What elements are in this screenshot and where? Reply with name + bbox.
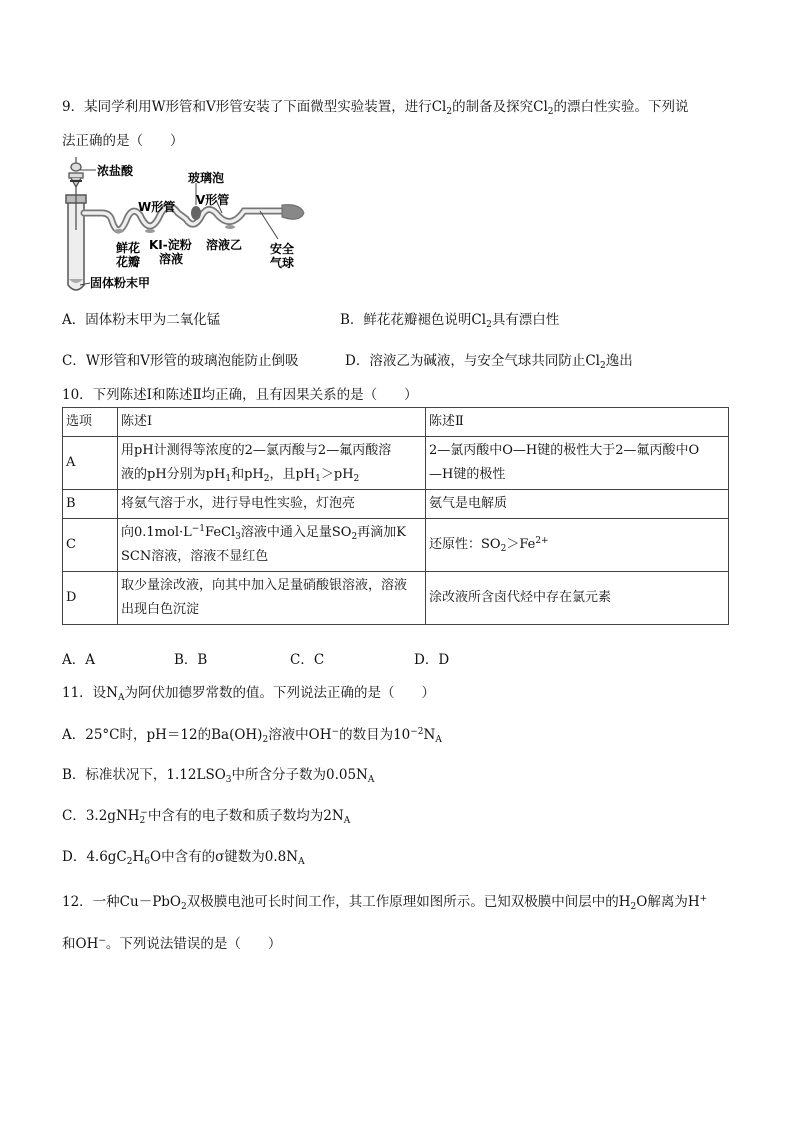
q10-option-d: D．D xyxy=(414,652,450,668)
label-acid: 浓盐酸 xyxy=(97,164,134,178)
q10-option-a: A．A xyxy=(62,652,95,668)
row-c-statement-1: 向$0.1mol\cdot L^{-1}FeCl_3$溶液中通入足量$SO_2$再滴加K SCN溶液，溶液不显红色 xyxy=(118,519,426,572)
q10-stem: 10．下列陈述Ⅰ和陈述Ⅱ均正确，且有因果关系的是（ ） xyxy=(62,387,418,403)
table-header-row xyxy=(63,408,729,437)
q11-stem: 11．设$N_A$为阿伏加德罗常数的值。下列说法正确的是（ ） xyxy=(62,685,435,703)
table-row-a xyxy=(63,437,729,490)
row-d-key: D xyxy=(63,572,118,625)
q12-stem-line1: 12．一种Cu－PbO$_2$双极膜电池可长时间工作，其工作原理如图所示。已知双极膜中间层中的$H_2O$解离为H+ xyxy=(62,894,708,912)
label-solid: 固体粉末甲 xyxy=(90,276,151,290)
label-w-tube: W形管 xyxy=(138,200,176,214)
label-petal-1: 鲜花 xyxy=(116,241,141,255)
row-d-statement-1: 取少量涂改液，向其中加入足量硝酸银溶液，溶液 出现白色沉淀 xyxy=(118,572,426,625)
row-b-statement-1: 将氨气溶于水，进行导电性实验，灯泡亮 xyxy=(118,490,426,519)
row-a-statement-1: 用pH计测得等浓度的2—氯丙酸与2—氟丙酸溶 液的pH分别为$pH_1$和$pH_2$，且$pH_1>pH_2$ xyxy=(118,437,426,490)
q10-option-c: C．C xyxy=(290,652,325,668)
q9-option-c: C．W形管和V形管的玻璃泡能防止倒吸 xyxy=(62,353,299,369)
row-c-statement-2: 还原性：$SO_2>Fe^{2+}$ xyxy=(426,519,729,572)
q10-option-b: B．B xyxy=(174,652,208,668)
table-row-b xyxy=(63,490,729,519)
label-petal-2: 花瓣 xyxy=(116,255,141,269)
row-a-key: A xyxy=(63,437,118,490)
label-solution: 溶液乙 xyxy=(206,238,243,252)
safety-balloon xyxy=(282,205,304,220)
q9-option-d: D．溶液乙为碱液，与安全气球共同防止$Cl_2$逸出 xyxy=(345,353,633,371)
q11-option-c: C．3.2gNH$_2$−中含有的电子数和质子数均为$2N_A$ xyxy=(62,808,351,826)
table-row-d xyxy=(63,572,729,625)
q12-stem-line2: 和OH−。下列说法错误的是（ ） xyxy=(62,936,282,952)
label-balloon-1: 安全 xyxy=(270,242,295,256)
q11-option-d: D．$4.6gC_2H_6O$中含有的σ键数为$0.8N_A$ xyxy=(62,849,305,867)
row-c-key: C xyxy=(63,519,118,572)
glass-bubble xyxy=(191,206,201,220)
row-b-statement-2: 氨气是电解质 xyxy=(426,490,729,519)
apparatus-figure xyxy=(60,155,310,295)
header-statement-1: 陈述Ⅰ xyxy=(118,408,426,437)
q9-stem-line2: 法正确的是（ ） xyxy=(62,133,184,149)
label-balloon-2: 气球 xyxy=(270,256,295,270)
q10-table xyxy=(62,407,729,625)
label-bubble: 玻璃泡 xyxy=(188,171,225,185)
row-a-statement-2: 2—氯丙酸中O—H键的极性大于2—氟丙酸中O —H键的极性 xyxy=(426,437,729,490)
q11-option-a: A．25°C时，pH＝12的$Ba(OH)_2$溶液中OH−的数目为$10^{-2}N_A$ xyxy=(62,727,442,745)
label-ki-1: KI-淀粉 xyxy=(149,238,192,252)
q9-option-a: A．固体粉末甲为二氧化锰 xyxy=(62,312,221,328)
q11-option-b: B．标准状况下，$1.12LSO_3$中所含分子数为$0.05N_A$ xyxy=(62,767,375,785)
header-statement-2: 陈述Ⅱ xyxy=(426,408,729,437)
q9-option-b: B．鲜花花瓣褪色说明$Cl_2$具有漂白性 xyxy=(340,312,560,330)
row-d-statement-2: 涂改液所含卤代烃中存在氯元素 xyxy=(426,572,729,625)
label-v-tube: V形管 xyxy=(196,193,230,207)
label-ki-2: 溶液 xyxy=(159,252,184,266)
row-b-key: B xyxy=(63,490,118,519)
header-option: 选项 xyxy=(63,408,118,437)
q9-stem-line1: 9．某同学利用W形管和V形管安装了下面微型实验装置，进行$Cl_2$的制备及探究$Cl_2$的漂白性实验。下列说 xyxy=(62,99,689,117)
table-row-c xyxy=(63,519,729,572)
